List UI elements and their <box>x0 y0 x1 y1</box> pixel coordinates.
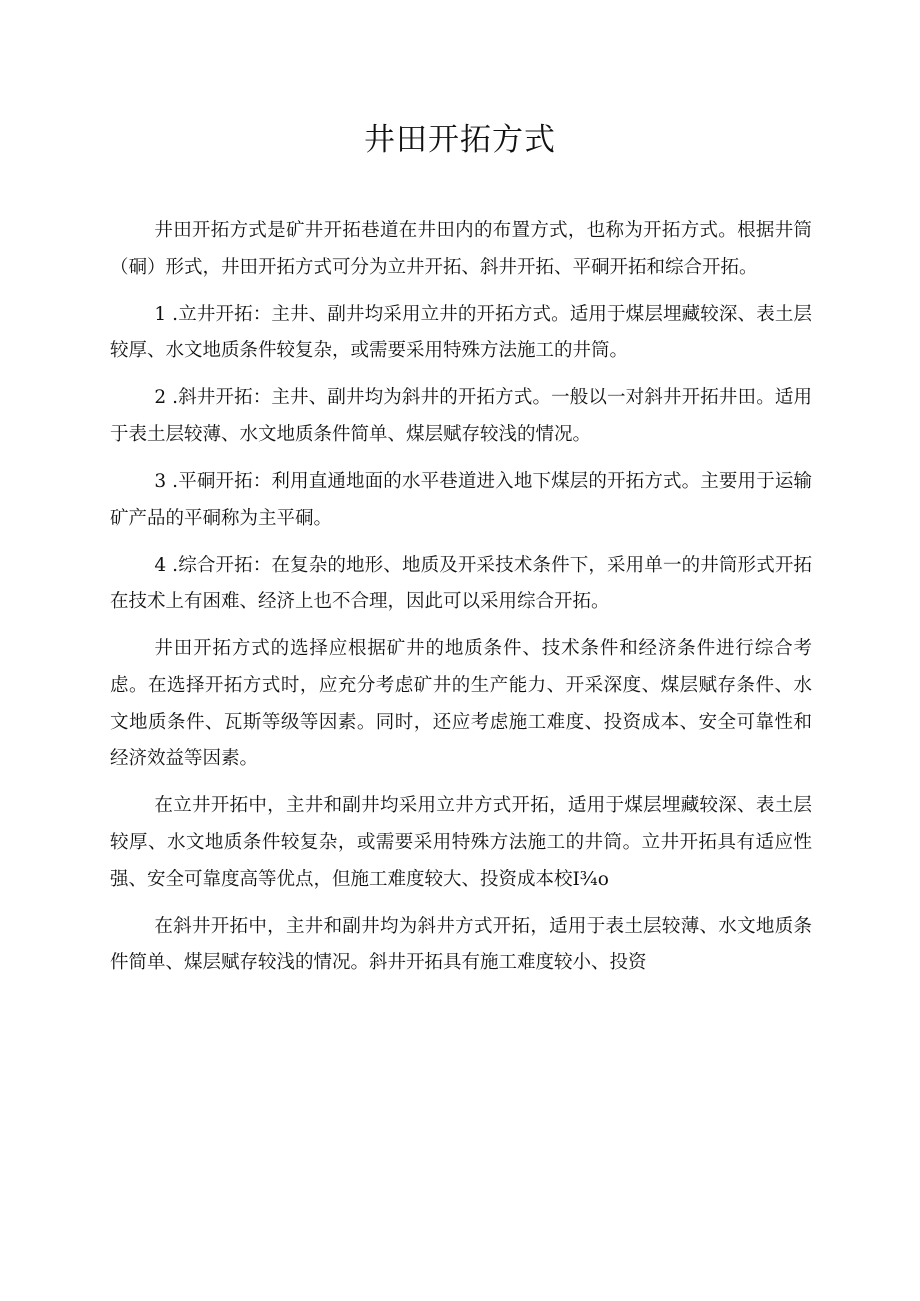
document-body <box>110 213 812 992</box>
paragraph-inclined-shaft: 2 .斜井开拓：主井、副井均为斜井的开拓方式。一般以一对斜井开拓井田。适用于表土层较薄、水文地质条件简单、煤层赋存较浅的情况。 <box>110 387 812 445</box>
paragraph-combined: 4 .综合开拓：在复杂的地形、地质及开采技术条件下，采用单一的井筒形式开拓在技术上有困难、经济上也不合理，因此可以采用综合开拓。 <box>110 554 812 613</box>
paragraph-selection: 井田开拓方式的选择应根据矿井的地质条件、技术条件和经济条件进行综合考虑。在选择开拓方式时，应充分考虑矿井的生产能力、开采深度、煤层赋存条件、水文地质条件、瓦斯等级等因素。同时，还应考虑施工难度、投资成本、安全可靠性和经济效益等因素。 <box>110 638 812 770</box>
paragraph-vertical-detail: 在立井开拓中，主井和副井均采用立井方式开拓，适用于煤层埋藏较深、表土层较厚、水文地质条件较复杂，或需要采用特殊方法施工的井筒。立井开拓具有适应性强、安全可靠度高等优点，但施工难度较大、投资成本校I¾o <box>110 795 812 890</box>
paragraph-adit: 3 .平硐开拓：利用直通地面的水平巷道进入地下煤层的开拓方式。主要用于运输矿产品的平硐称为主平硐。 <box>110 471 812 529</box>
paragraph-intro: 井田开拓方式是矿井开拓巷道在井田内的布置方式，也称为开拓方式。根据井筒（硐）形式，井田开拓方式可分为立井开拓、斜井开拓、平硐开拓和综合开拓。 <box>110 220 812 278</box>
paragraph-vertical-shaft: 1 .立井开拓：主井、副井均采用立井的开拓方式。适用于煤层埋藏较深、表土层较厚、水文地质条件较复杂，或需要采用特殊方法施工的井筒。 <box>110 303 812 362</box>
document-title: 井田开拓方式 <box>364 122 556 158</box>
paragraph-inclined-detail: 在斜井开拓中，主井和副井均为斜井方式开拓，适用于表土层较薄、水文地质条件简单、煤层赋存较浅的情况。斜井开拓具有施工难度较小、投资 <box>110 915 812 974</box>
